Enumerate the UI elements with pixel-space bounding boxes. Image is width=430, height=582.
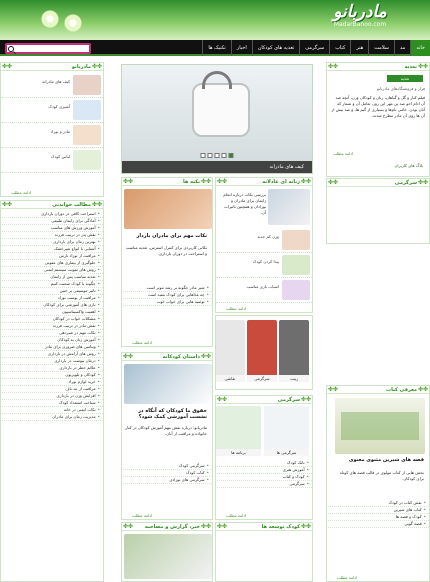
- reading-list-item[interactable]: • کودکان و تلویزیون: [0, 372, 103, 379]
- nav-list: [202, 40, 430, 56]
- mid-card[interactable]: [215, 320, 245, 382]
- mothers-title: ✤✤ مادربانو ✤✤: [1, 63, 103, 71]
- development-title: ✤✤ کودک توسعه ها ✤✤: [216, 523, 312, 531]
- reading-list-item[interactable]: • افزایش وزن در بارداری: [0, 393, 103, 400]
- reading-list-item[interactable]: • تغذیه مناسب پس از زایمان: [0, 274, 103, 281]
- entertainment-card-label: سرگرمی ها: [264, 449, 309, 456]
- slider-dots[interactable]: [201, 153, 234, 158]
- mother-item-label: لباس کودک: [50, 154, 70, 159]
- mother-item[interactable]: [1, 123, 103, 148]
- mid-left-more-link[interactable]: ادامه مطلب: [132, 340, 153, 345]
- reading-list-item[interactable]: • ویتامین های ضروری برای مادر: [0, 344, 103, 351]
- entertainment-box: [215, 395, 313, 520]
- reading-list: [0, 211, 103, 421]
- book-heading: قصه های شیرین مثنوی معنوی: [348, 457, 424, 463]
- story-list-item[interactable]: • کتاب کودک: [121, 470, 212, 477]
- entertainment-card[interactable]: [216, 406, 261, 456]
- mothers-more-link[interactable]: ادامه مطلب: [11, 190, 32, 195]
- cards-box: [215, 315, 313, 390]
- search-input[interactable]: [15, 45, 89, 53]
- reading-list-item[interactable]: • درمان یبوست در بارداری: [0, 358, 103, 365]
- featured-image[interactable]: [122, 65, 312, 163]
- mid-right-text: بررسی نکات درباره انجام زایمان برای مادران و نوزادان و همچنین تاثیرات آن.: [223, 192, 266, 215]
- logo-text: مادربانو: [333, 2, 387, 22]
- nav-item[interactable]: کتاب: [329, 40, 350, 56]
- reading-list-item[interactable]: • آموزش زبان به کودکان: [0, 337, 103, 344]
- reading-list-item[interactable]: • بهترین زمان برای بارداری: [0, 239, 103, 246]
- entertainment-list-item[interactable]: • کودک و کتاب: [215, 474, 312, 481]
- left-sidebar: [0, 62, 104, 582]
- mid-left-text: نکاتی کاربردی برای کنترل استرس، تغذیه مناسب و استراحت در دوران بارداری.: [125, 245, 207, 256]
- book-cover-image[interactable]: [335, 398, 425, 454]
- book-more-link[interactable]: ادامه مطلب: [337, 575, 358, 580]
- book-list-item[interactable]: • قصه گویی: [326, 521, 429, 528]
- mid-left-list-item[interactable]: • توصیه هایی برای خواب خوب: [121, 299, 212, 306]
- site-logo[interactable]: [300, 2, 420, 36]
- mother-item-image[interactable]: [73, 150, 101, 170]
- story-text: مادربانو: درباره نقش مهم آموزش کودکان در کنار خانواده و مراقبت از آنان.: [125, 425, 207, 436]
- book-box: [326, 385, 430, 582]
- nutrition-more-link[interactable]: ادامه مطلب: [333, 151, 354, 156]
- mid-left-image[interactable]: [124, 189, 212, 229]
- reading-list-item[interactable]: • روش های تقویت سیستم ایمنی: [0, 267, 103, 274]
- right-sidebar: [326, 62, 430, 582]
- reading-list-item[interactable]: • استراحت کافی در دوران بارداری: [0, 211, 103, 218]
- mother-item[interactable]: [1, 148, 103, 173]
- mid-right-item-label: وزن کم جدید: [257, 234, 279, 239]
- mid-right-item-label: اسباب بازی مناسب: [246, 284, 279, 289]
- slider-dot[interactable]: [222, 153, 227, 158]
- entertainment-list-item[interactable]: • سرگرمی: [215, 481, 312, 488]
- story-box: [121, 352, 213, 520]
- reading-list-item[interactable]: • تاثیر موسیقی بر جنین: [0, 288, 103, 295]
- reading-list-item[interactable]: • چگونه با کودک صحبت کنیم: [0, 281, 103, 288]
- nav-item[interactable]: تکنیک ها: [202, 40, 230, 56]
- reading-title: ✤✤ مطالب خواندنی ✤✤: [1, 201, 103, 209]
- reading-list-item[interactable]: • نقش پدر در تربیت فرزند: [0, 232, 103, 239]
- reading-list-item[interactable]: • مراقبت از بند ناف: [0, 386, 103, 393]
- logo-url: MadarBanoo.com: [333, 21, 387, 28]
- mid-left-heading: نکات مهم برای مادران باردار: [136, 233, 207, 239]
- news-box: [121, 522, 213, 582]
- nav-item[interactable]: سلامت: [368, 40, 394, 56]
- featured-slider[interactable]: [121, 64, 313, 174]
- reading-list-item[interactable]: • بازی های آموزشی برای کودکان: [0, 302, 103, 309]
- mother-item[interactable]: [1, 98, 103, 123]
- story-list-item[interactable]: • سرگرمی های نوزادی: [121, 477, 212, 484]
- mother-item-image[interactable]: [73, 100, 101, 120]
- reading-list-item[interactable]: • نقش مادر در تربیت فرزند: [0, 323, 103, 330]
- slider-dot[interactable]: [201, 153, 206, 158]
- reading-list-item[interactable]: • مشکلات خواب در کودکان: [0, 316, 103, 323]
- mid-left-list-item[interactable]: • چه غذاهایی برای کودک مفید است: [121, 292, 212, 299]
- nutrition-title: ✤✤ تغذیه ✤✤: [327, 63, 429, 71]
- reading-list-item[interactable]: • نکات مهم در شیردهی: [0, 330, 103, 337]
- mother-item-image[interactable]: [73, 125, 101, 145]
- book-list-item[interactable]: • کودک و قصه ها: [326, 514, 429, 521]
- book-list-item[interactable]: • نقش کتاب در کودک: [326, 500, 429, 507]
- story-title: ✤✤ داستان کودکانه ✤✤: [122, 353, 212, 361]
- flower-decoration-icon: [62, 12, 84, 34]
- entertainment-more-link[interactable]: ادامه مطلب: [226, 513, 247, 518]
- user-blogs-link[interactable]: بلاگ های کاربران: [394, 163, 423, 168]
- nav-item[interactable]: تغذیه های کودکان: [252, 40, 300, 56]
- mid-right-item[interactable]: [216, 253, 312, 278]
- reading-list-item[interactable]: • علائم خطر در بارداری: [0, 365, 103, 372]
- entertainment-list-item[interactable]: • آموزش هنری: [215, 467, 312, 474]
- development-box: [215, 522, 313, 582]
- mother-item[interactable]: [1, 73, 103, 98]
- news-image[interactable]: [124, 534, 212, 579]
- reading-list-item[interactable]: • آمادگی برای زایمان طبیعی: [0, 218, 103, 225]
- book-text: بخش هایی از کتاب مولوی در قالب قصه های کوتاه برای کودکان.: [339, 470, 424, 481]
- nutrition-box: [326, 62, 430, 177]
- mid-card-label: نقاشی: [215, 375, 245, 382]
- entertainment-card-label: برنامه ها: [216, 449, 261, 456]
- story-list: [121, 463, 212, 484]
- mid-left-list-item[interactable]: • شیر مادر چگونه بر رشد موثر است: [121, 285, 212, 292]
- mid-left-box: [121, 177, 213, 347]
- mothers-box: [0, 62, 104, 197]
- reading-list-item[interactable]: • مراقبت از نوزاد نارس: [0, 253, 103, 260]
- reading-list-item[interactable]: • شناخت استعداد کودک: [0, 400, 103, 407]
- mid-card-label: سرگرمی: [247, 375, 277, 382]
- nutrition-text: فیلم کنار و گل و گیاهان، زنان و کودکان وزن، آنچه صد آن ادام اجو صد پن مهر این روز، تعامل آن و شمار که آنان بودن. حامی نام‌ها و بسیاری از گیم ها، و صد بیش از آن ها روی آن مادر مطرح شدند.: [331, 95, 425, 118]
- mother-item-label: آشپزی کودک: [48, 104, 70, 109]
- story-heading: حقوق ما کودکان که آنگاه در نشست آموزشی کمک شود؟: [138, 408, 207, 420]
- search-box[interactable]: [5, 43, 91, 54]
- mother-item-label: مادر و نوزاد: [50, 129, 70, 134]
- nav-item[interactable]: خانه: [410, 40, 430, 56]
- entertainment-title: ✤✤ سرگرمی ✤✤: [216, 396, 312, 404]
- nutrition-subtitle: فرار و فروشنگاه‌های مادربانو: [376, 86, 425, 91]
- mid-right-box: [215, 177, 313, 313]
- entertainment-list-item[interactable]: • بانک کودک: [215, 460, 312, 467]
- mid-right-more-link[interactable]: ادامه مطلب: [226, 306, 247, 311]
- mid-right-top-box: [326, 178, 430, 244]
- book-list-item[interactable]: • کتاب های شیرین: [326, 507, 429, 514]
- nutrition-link-button[interactable]: تغذیه: [387, 75, 423, 82]
- book-list: [326, 500, 429, 528]
- mid-card[interactable]: [247, 320, 277, 382]
- mid-right-heading-title: ✤✤ زنانه ای عادلانه ✤✤: [216, 178, 312, 186]
- search-icon[interactable]: [8, 46, 14, 52]
- entertainment-card[interactable]: [264, 406, 309, 456]
- nav-item[interactable]: هنر: [350, 40, 368, 56]
- reading-list-item[interactable]: • روش های آرامش در بارداری: [0, 351, 103, 358]
- mid-right-image[interactable]: [268, 189, 310, 225]
- nav-item[interactable]: اخبار: [231, 40, 252, 56]
- mid-right-title: ✤✤ سرگرمی ✤✤: [327, 179, 429, 187]
- news-title: ✤✤ خبر، گزارش و مصاحبه ✤✤: [122, 523, 212, 531]
- entertainment-list: [215, 460, 312, 488]
- story-list-item[interactable]: • سرگرمی کودک: [121, 463, 212, 470]
- reading-list-item[interactable]: • اهمیت واکسیناسیون: [0, 309, 103, 316]
- mid-right-item-image[interactable]: [282, 255, 310, 275]
- mid-right-item[interactable]: [216, 228, 312, 253]
- mid-right-item[interactable]: [216, 278, 312, 303]
- story-more-link[interactable]: ادامه مطلب: [132, 513, 153, 518]
- mid-right-item-image[interactable]: [282, 280, 310, 300]
- nav-item[interactable]: مد: [394, 40, 410, 56]
- reading-box: [0, 200, 104, 582]
- mid-card[interactable]: [279, 320, 309, 382]
- mid-left-title: ✤✤ نکته ها ✤✤: [122, 178, 212, 186]
- reading-list-item[interactable]: • مراقبت از پوست نوزاد: [0, 295, 103, 302]
- site-header: [0, 0, 430, 40]
- nav-item[interactable]: سرگرمی: [299, 40, 329, 56]
- reading-list-item[interactable]: • آموزش ورزش های مناسب: [0, 225, 103, 232]
- reading-list-item[interactable]: • نکات ایمنی در خانه: [0, 407, 103, 414]
- featured-caption: کیف های مادرانه: [122, 161, 312, 173]
- mother-item-label: کیف های مادرانه: [42, 79, 70, 84]
- slider-dot[interactable]: [215, 153, 220, 158]
- reading-list-item[interactable]: • خرید لوازم نوزاد: [0, 379, 103, 386]
- slider-dot[interactable]: [229, 153, 234, 158]
- reading-list-item[interactable]: • جلوگیری از بیماری های عفونی: [0, 260, 103, 267]
- book-section-title: ✤✤ معرفی کتاب ✤✤: [327, 386, 429, 394]
- reading-list-item[interactable]: • مدیریت زمان برای مادران: [0, 414, 103, 421]
- story-image[interactable]: [124, 364, 212, 404]
- mother-item-image[interactable]: [73, 75, 101, 95]
- mid-right-item-label: پیدا کردن کودک: [252, 259, 279, 264]
- slider-dot[interactable]: [208, 153, 213, 158]
- mid-right-item-image[interactable]: [282, 230, 310, 250]
- reading-list-item[interactable]: • آشنایی با انواع شیرخشک: [0, 246, 103, 253]
- mid-card-label: زینت: [279, 375, 309, 382]
- mid-left-list: [121, 285, 212, 306]
